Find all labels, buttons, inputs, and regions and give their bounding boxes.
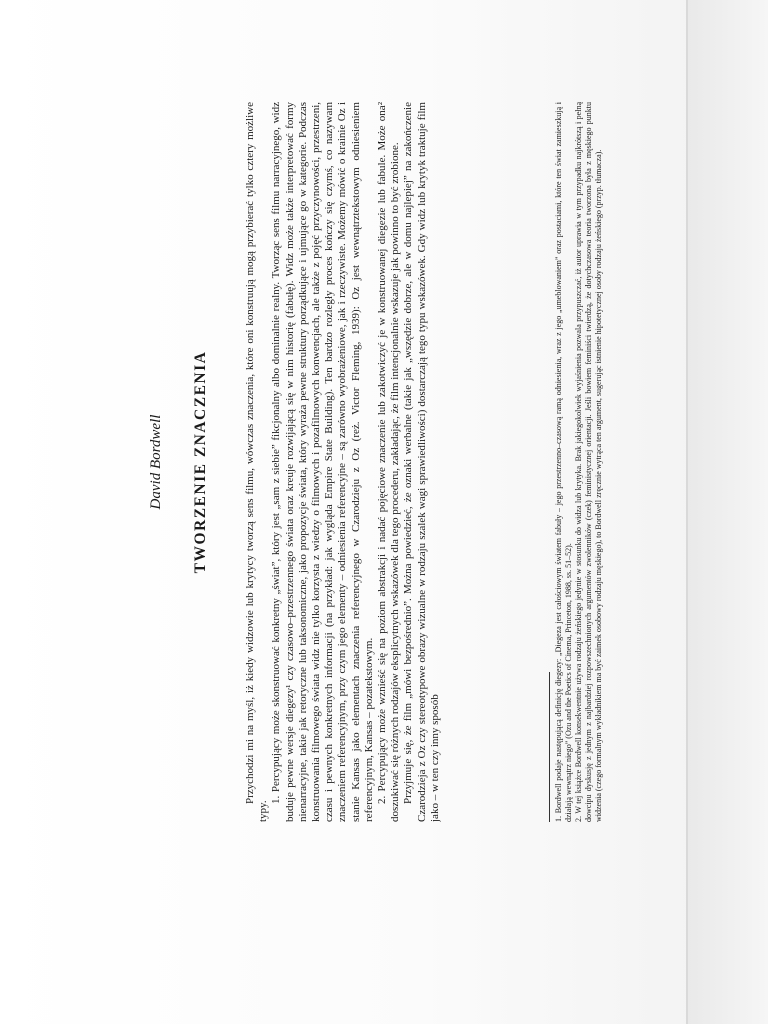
rotated-document-page <box>144 102 624 822</box>
scan-gutter <box>688 0 768 1024</box>
footnote-divider <box>549 672 550 822</box>
body-text <box>244 102 442 822</box>
footnote: 1. Bordwell podaje następującą definicję diegezy: „Diegeza jest całościowym światem fabuły – jego przestrzenno–czasową ramą odniesienia, wraz z jego „umeblowaniem” oraz postaciami, które ten świat zamieszkują i działają wewnątrz niego” (Ozu and the Poetics of Cinema, Princeton, 1988, ss. 51–52). <box>554 102 573 822</box>
footnotes <box>554 102 604 822</box>
paragraph: 2. Percypujący może wznieść się na poziom abstrakcji i nadać pojęciowe znaczenie lub zakotwiczyć je w konstruowanej diegezie lub fabule. Może ona² doszukiwać się różnych rodzajów eksplicytnych wskazówek dla tego procederu, zakładając, że film intencjonalnie wskazuje jak powinno to być zrobione. <box>376 102 402 822</box>
paragraph: 1. Percypujący może skonstruować konkretny „świat”, który jest „sam z siebie” fikcjonalny albo dominalnie realny. Tworząc sens filmu narracyjnego, widz buduje pewne wersje diegezy¹ czy czasowo–przestrzennego świata oraz kreuje rozwijającą się w nim historię (fabułę). Widz może także interpretować formy nienarracyjne, takie jak retoryczne lub taksonomiczne, jako propozycje świata, który wyraża pewne struktury porządkujące i ujmujące go w kategorie. Podczas konstruowania filmowego świata widz nie tylko korzysta z wiedzy o filmowych i pozafilmowych konwencjach, ale także z pojęć przyczynowości, przestrzeni, czasu i pewnych konkretnych informacji (na przykład: jak wygląda Empire State Building). Ten bardzo rozległy proces kończy się czymś, co nazywam znaczeniem referencyjnym, przy czym jego elementy – odniesienia referencyjne – są zarówno wyobrażeniowe, jak i rzeczywiste. Możemy mówić o krainie Oz i stanie Kansas jako elementach znaczenia referencyjnego w Czarodzieju z Oz (reż. Victor Fleming, 1939): Oz jest wewnątrztekstowym odniesieniem referencyjnym, Kansas – pozatekstowym. <box>270 102 375 822</box>
paragraph: Przychodzi mi na myśl, iż kiedy widzowie lub krytycy tworzą sens filmu, wówczas znaczenia, które oni konstruują mogą przybierać tylko cztery możliwe typy. <box>244 102 270 822</box>
footnote: 2. W tej książce Bordwell konsekwentnie używa rodzaju żeńskiego jedynie w stosunku do widza lub krytyka. Brak jakiegokolwiek wyjaśnienia pozwala przypuszczać, iż autor uprawia w tym przypadku najkrótszą i pełną dowcipu dyskusję z jednym z najbardziej rozpowszechnionych argumentów zwolenników (czek) feministycznej orientacji. Jeśli bowiem feminiści twierdzą, że dotychczasowa teoria tworzona była z męskiego punktu widzenia (czego formalnym wykładnikiem ma być zaimek osobowy rodzaju męskiego), to Bordwell zręcznie wytrąca ten argument, sugerując istnienie hipotetycznej osoby rodzaju żeńskiego (przyp. tłumacza). <box>574 102 603 822</box>
paragraph: Przyjmuje się, że film „mówi bezpośrednio”. Można powiedzieć, że oznaki werbalne (takie jak „wszędzie dobrze, ale w domu najlepiej” na zakończenie Czarodzieja z Oz czy stereotypowe obrazy wizualne w rodzaju szalek wagi sprawiedliwości) dostarczają tego typu wskazówek. Gdy widz lub krytyk traktuje film jako – w ten czy inny sposób <box>402 102 441 822</box>
chapter-title: TWORZENIE ZNACZENIA <box>192 350 209 574</box>
author-name: David Bordwell <box>148 414 164 510</box>
